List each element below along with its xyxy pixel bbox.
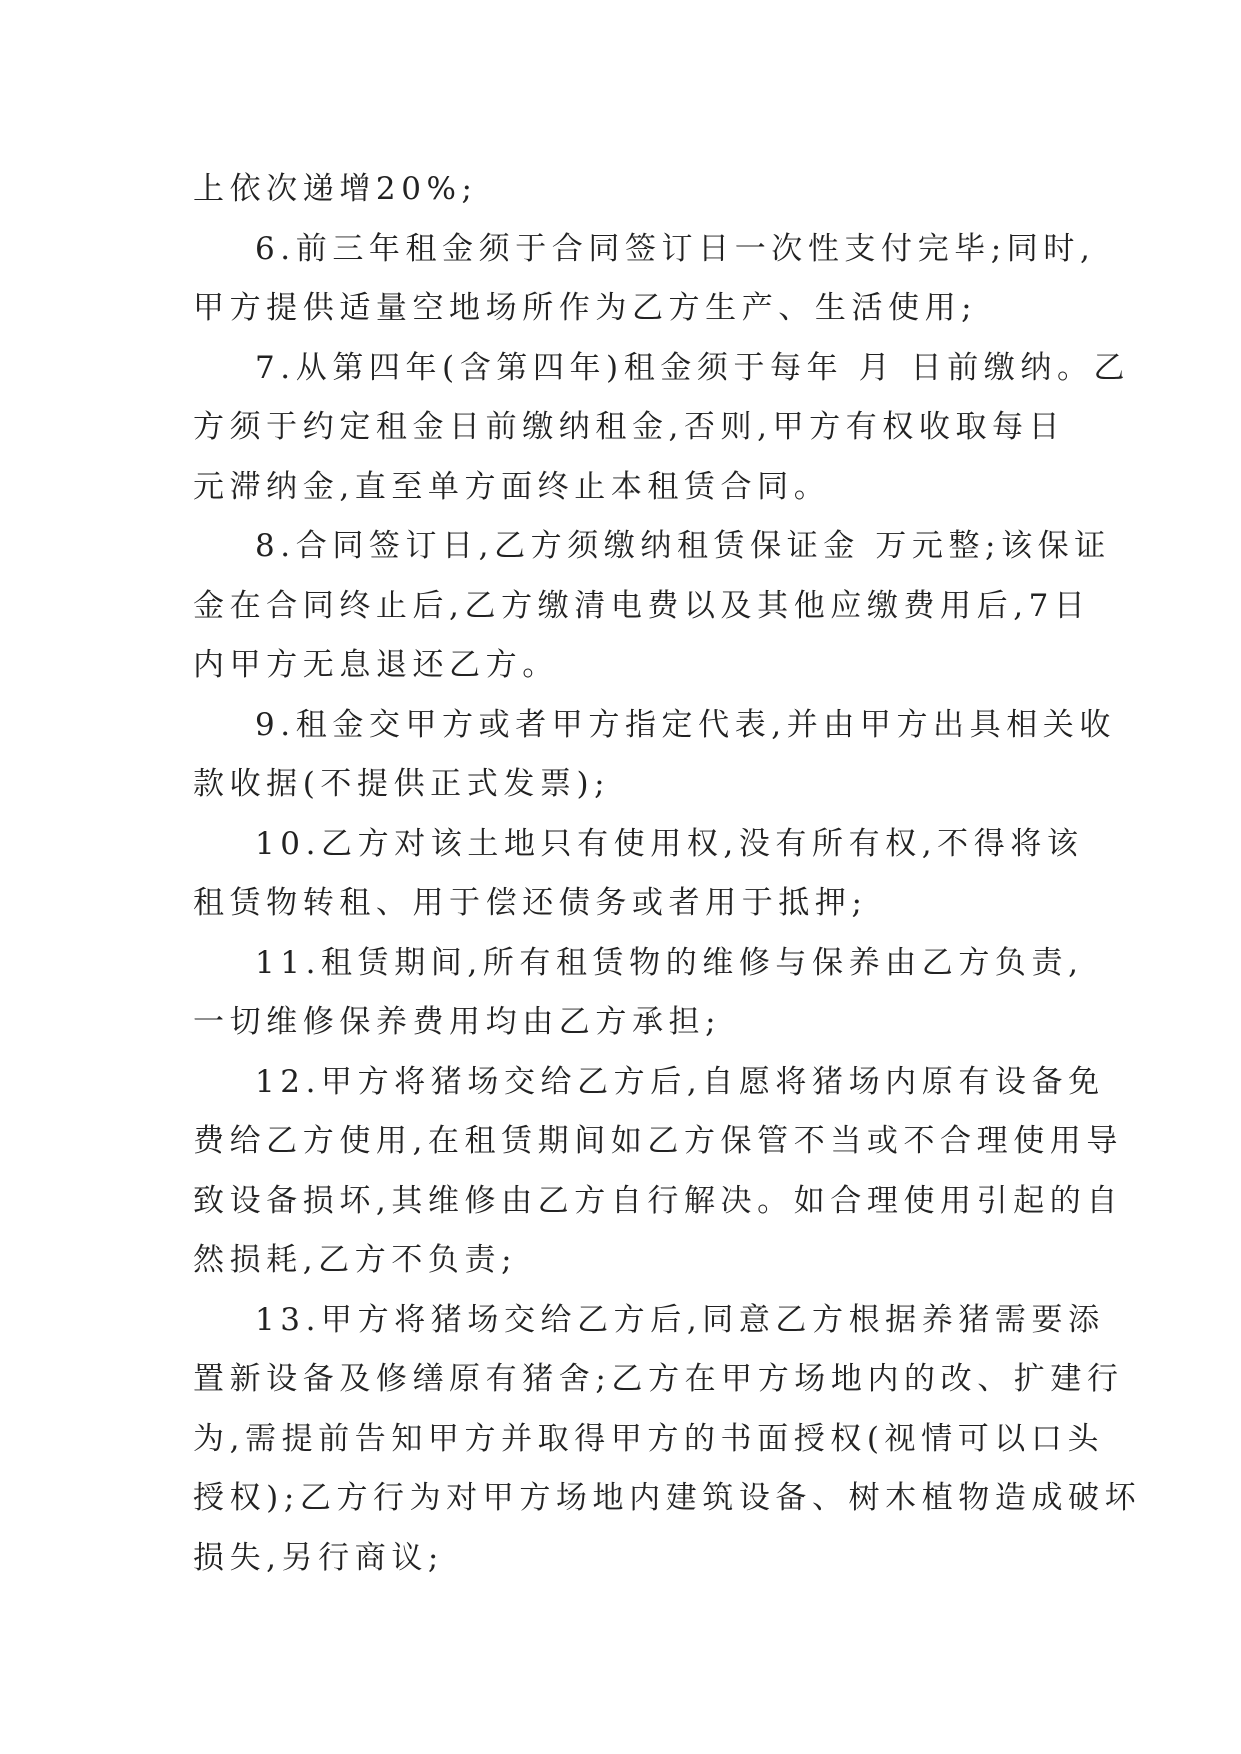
text-line: 甲方提供适量空地场所作为乙方生产、生活使用; bbox=[193, 290, 978, 326]
text-line: 10.乙方对该土地只有使用权,没有所有权,不得将该 bbox=[255, 825, 1084, 862]
text-line: 费给乙方使用,在租赁期间如乙方保管不当或不合理使用导 bbox=[193, 1123, 1123, 1159]
text-line: 内甲方无息退还乙方。 bbox=[193, 647, 559, 683]
text-line: 金在合同终止后,乙方缴清电费以及其他应缴费用后,7日 bbox=[193, 587, 1091, 624]
text-line: 租赁物转租、用于偿还债务或者用于抵押; bbox=[193, 885, 868, 921]
text-line: 授权);乙方行为对甲方场地内建筑设备、树木植物造成破坏 bbox=[193, 1480, 1142, 1516]
text-line: 致设备损坏,其维修由乙方自行解决。如合理使用引起的自 bbox=[193, 1182, 1123, 1219]
text-line: 元滞纳金,直至单方面终止本租赁合同。 bbox=[193, 468, 831, 505]
text-line: 6.前三年租金须于合同签订日一次性支付完毕;同时, bbox=[255, 230, 1096, 267]
text-line: 一切维修保养费用均由乙方承担; bbox=[193, 1004, 722, 1040]
text-line: 8.合同签订日,乙方须缴纳租赁保证金 万元整;该保证 bbox=[255, 528, 1111, 564]
text-line: 款收据(不提供正式发票); bbox=[193, 766, 611, 802]
text-line: 方须于约定租金日前缴纳租金,否则,甲方有权收取每日 bbox=[193, 409, 1066, 445]
text-line: 7.从第四年(含第四年)租金须于每年 月 日前缴纳。乙 bbox=[255, 349, 1131, 386]
text-line: 然损耗,乙方不负责; bbox=[193, 1242, 518, 1278]
text-line: 置新设备及修缮原有猪舍;乙方在甲方场地内的改、扩建行 bbox=[193, 1361, 1124, 1397]
text-line: 11.租赁期间,所有租赁物的维修与保养由乙方负责, bbox=[255, 944, 1084, 981]
text-line: 12.甲方将猪场交给乙方后,自愿将猪场内原有设备免 bbox=[255, 1063, 1105, 1100]
text-line: 损失,另行商议; bbox=[193, 1539, 444, 1576]
text-line: 上依次递增20%; bbox=[193, 171, 478, 207]
text-line: 为,需提前告知甲方并取得甲方的书面授权(视情可以口头 bbox=[193, 1420, 1105, 1457]
text-line: 9.租金交甲方或者甲方指定代表,并由甲方出具相关收 bbox=[255, 706, 1116, 743]
document-body bbox=[193, 160, 1142, 1588]
text-line: 13.甲方将猪场交给乙方后,同意乙方根据养猪需要添 bbox=[255, 1301, 1105, 1338]
